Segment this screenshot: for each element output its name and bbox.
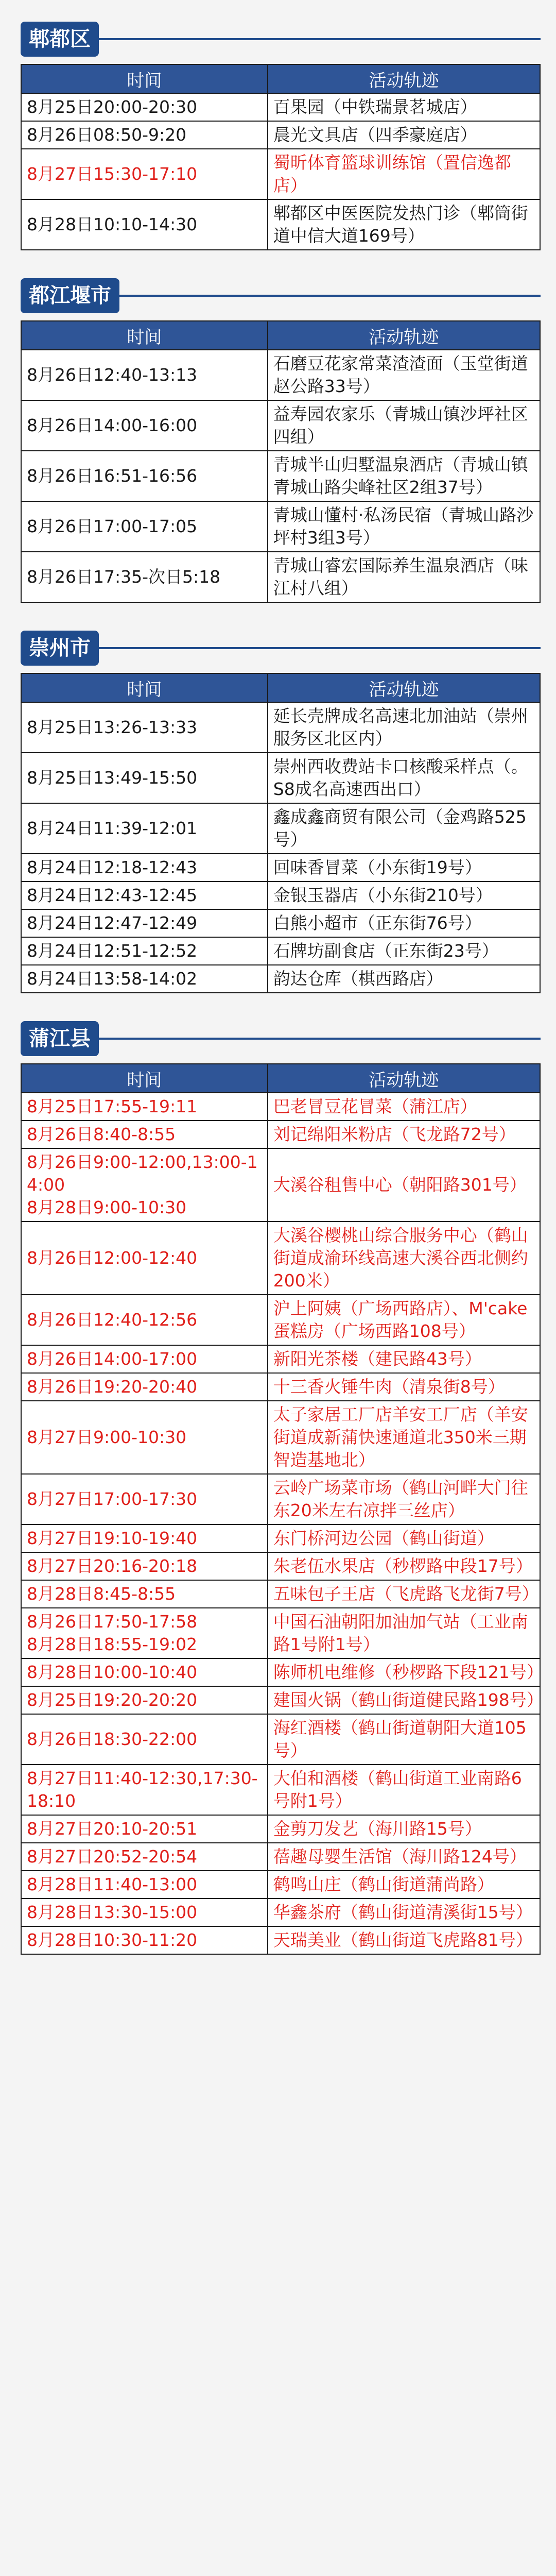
time-cell: 8月27日20:10-20:51	[21, 1815, 268, 1843]
table-row	[21, 552, 540, 602]
track-cell: 晨光文具店（四季豪庭店）	[268, 121, 540, 149]
time-cell: 8月28日11:40-13:00	[21, 1871, 268, 1899]
column-header-time: 时间	[21, 64, 268, 93]
table-row	[21, 1148, 540, 1222]
track-cell: 陈师机电维修（秒椤路下段121号）	[268, 1658, 540, 1686]
time-cell: 8月25日17:55-19:11	[21, 1093, 268, 1121]
time-cell: 8月28日10:00-10:40	[21, 1658, 268, 1686]
time-cell: 8月28日13:30-15:00	[21, 1899, 268, 1926]
time-cell: 8月24日12:47-12:49	[21, 909, 268, 937]
track-cell: 中国石油朝阳加油加气站（工业南路1号附1号）	[268, 1608, 540, 1658]
track-cell: 鑫成鑫商贸有限公司（金鸡路525号）	[268, 803, 540, 854]
table-row	[21, 803, 540, 854]
table-row	[21, 121, 540, 149]
table-row	[21, 1093, 540, 1121]
table-row	[21, 909, 540, 937]
track-cell: 十三香火锤牛肉（清泉街8号）	[268, 1373, 540, 1401]
time-cell: 8月25日13:26-13:33	[21, 702, 268, 753]
table-row	[21, 753, 540, 803]
track-cell: 蓓趣母婴生活馆（海川路124号）	[268, 1843, 540, 1871]
district-header	[21, 1020, 541, 1057]
track-cell: 青城山懂村·私汤民宿（青城山路沙坪村3组3号）	[268, 501, 540, 552]
table-row	[21, 1815, 540, 1843]
district-section	[21, 21, 541, 250]
table-row	[21, 854, 540, 882]
table-header-row	[21, 673, 540, 702]
track-cell: 韵达仓库（棋西路店）	[268, 965, 540, 993]
track-cell: 回味香冒菜（小东街19号）	[268, 854, 540, 882]
district-section	[21, 1020, 544, 1955]
track-cell: 大溪谷樱桃山综合服务中心（鹤山街道成渝环线高速大溪谷西北侧约200米）	[268, 1222, 540, 1295]
table-row	[21, 1871, 540, 1899]
table-row	[21, 1580, 540, 1608]
time-cell: 8月24日12:43-12:45	[21, 882, 268, 909]
table-row	[21, 965, 540, 993]
header-underline	[99, 647, 541, 649]
column-header-time: 时间	[21, 1064, 268, 1093]
track-cell: 益寿园农家乐（青城山镇沙坪社区四组）	[268, 400, 540, 451]
track-cell: 刘记绵阳米粉店（飞龙路72号）	[268, 1121, 540, 1148]
time-cell: 8月27日19:10-19:40	[21, 1524, 268, 1552]
track-cell: 五味包子王店（飞虎路飞龙街7号）	[268, 1580, 540, 1608]
track-cell: 青城半山归墅温泉酒店（青城山镇青城山路尖峰社区2组37号）	[268, 451, 540, 501]
time-cell: 8月27日11:40-12:30,17:30-18:10	[21, 1765, 268, 1815]
district-section	[21, 277, 541, 603]
time-cell: 8月28日10:30-11:20	[21, 1926, 268, 1954]
time-cell: 8月26日12:00-12:40	[21, 1222, 268, 1295]
track-cell: 百果园（中铁瑞景茗城店）	[268, 93, 540, 121]
track-table	[21, 673, 541, 993]
page-root	[0, 21, 556, 1955]
table-row	[21, 1926, 540, 1954]
track-cell: 金剪刀发艺（海川路15号）	[268, 1815, 540, 1843]
time-cell: 8月26日19:20-20:40	[21, 1373, 268, 1401]
track-cell: 蜀昕体育篮球训练馆（置信逸都店）	[268, 149, 540, 199]
district-title: 郫都区	[21, 22, 99, 57]
column-header-track: 活动轨迹	[268, 321, 540, 350]
table-row	[21, 1658, 540, 1686]
time-cell: 8月26日17:35-次日5:18	[21, 552, 268, 602]
track-cell: 云岭广场菜市场（鹤山河畔大门往东20米左右凉拌三丝店）	[268, 1474, 540, 1524]
track-cell: 华鑫茶府（鹤山街道清溪街15号）	[268, 1899, 540, 1926]
table-row	[21, 400, 540, 451]
table-header-row	[21, 64, 540, 93]
track-cell: 海红酒楼（鹤山街道朝阳大道105号）	[268, 1714, 540, 1765]
time-cell: 8月26日17:50-17:58 8月28日18:55-19:02	[21, 1608, 268, 1658]
time-cell: 8月24日12:18-12:43	[21, 854, 268, 882]
table-row	[21, 199, 540, 250]
header-underline	[99, 38, 541, 40]
time-cell: 8月26日18:30-22:00	[21, 1714, 268, 1765]
track-table	[21, 320, 541, 603]
table-row	[21, 1121, 540, 1148]
column-header-track: 活动轨迹	[268, 673, 540, 702]
track-cell: 天瑞美业（鹤山街道飞虎路81号）	[268, 1926, 540, 1954]
time-cell: 8月26日16:51-16:56	[21, 451, 268, 501]
column-header-track: 活动轨迹	[268, 1064, 540, 1093]
time-cell: 8月25日20:00-20:30	[21, 93, 268, 121]
track-cell: 巴老冒豆花冒菜（蒲江店）	[268, 1093, 540, 1121]
time-cell: 8月24日12:51-12:52	[21, 937, 268, 965]
column-header-time: 时间	[21, 673, 268, 702]
track-cell: 石牌坊副食店（正东街23号）	[268, 937, 540, 965]
time-cell: 8月25日19:20-20:20	[21, 1686, 268, 1714]
time-cell: 8月26日12:40-13:13	[21, 350, 268, 400]
table-row	[21, 1222, 540, 1295]
table-row	[21, 1373, 540, 1401]
table-row	[21, 1714, 540, 1765]
table-row	[21, 149, 540, 199]
table-row	[21, 1608, 540, 1658]
track-cell: 建国火锅（鹤山街道健民路198号）	[268, 1686, 540, 1714]
time-cell: 8月26日08:50-9:20	[21, 121, 268, 149]
table-row	[21, 1345, 540, 1373]
table-row	[21, 93, 540, 121]
time-cell: 8月26日14:00-17:00	[21, 1345, 268, 1373]
track-cell: 延长壳牌成名高速北加油站（崇州服务区北区内）	[268, 702, 540, 753]
track-table	[21, 64, 541, 250]
time-cell: 8月27日15:30-17:10	[21, 149, 268, 199]
time-cell: 8月26日14:00-16:00	[21, 400, 268, 451]
table-row	[21, 882, 540, 909]
district-header	[21, 277, 541, 314]
time-cell: 8月24日13:58-14:02	[21, 965, 268, 993]
track-table	[21, 1063, 544, 1955]
track-cell: 郫都区中医医院发热门诊（郫筒街道中信大道169号）	[268, 199, 540, 250]
district-header	[21, 21, 541, 58]
district-title: 崇州市	[21, 631, 99, 666]
table-row	[21, 1899, 540, 1926]
track-cell: 金银玉器店（小东街210号）	[268, 882, 540, 909]
track-cell: 大伯和酒楼（鹤山街道工业南路6号附1号）	[268, 1765, 540, 1815]
table-row	[21, 702, 540, 753]
time-cell: 8月27日20:16-20:18	[21, 1552, 268, 1580]
track-cell: 青城山睿宏国际养生温泉酒店（味江村八组）	[268, 552, 540, 602]
time-cell: 8月26日8:40-8:55	[21, 1121, 268, 1148]
district-title: 都江堰市	[21, 278, 119, 313]
time-cell: 8月28日10:10-14:30	[21, 199, 268, 250]
table-row	[21, 1765, 540, 1815]
column-header-time: 时间	[21, 321, 268, 350]
table-row	[21, 1552, 540, 1580]
track-cell: 沪上阿姨（广场西路店）、M'cake蛋糕房（广场西路108号）	[268, 1295, 540, 1345]
column-header-track: 活动轨迹	[268, 64, 540, 93]
time-cell: 8月26日9:00-12:00,13:00-14:00 8月28日9:00-10:30	[21, 1148, 268, 1222]
track-cell: 石磨豆花家常菜渣渣面（玉堂街道赵公路33号）	[268, 350, 540, 400]
time-cell: 8月26日12:40-12:56	[21, 1295, 268, 1345]
time-cell: 8月27日17:00-17:30	[21, 1474, 268, 1524]
track-cell: 朱老伍水果店（秒椤路中段17号）	[268, 1552, 540, 1580]
time-cell: 8月27日9:00-10:30	[21, 1401, 268, 1474]
track-cell: 崇州西收费站卡口核酸采样点（。S8成名高速西出口）	[268, 753, 540, 803]
table-row	[21, 1295, 540, 1345]
district-section	[21, 630, 541, 993]
table-row	[21, 350, 540, 400]
header-underline	[119, 295, 541, 297]
table-header-row	[21, 1064, 540, 1093]
table-row	[21, 937, 540, 965]
table-row	[21, 501, 540, 552]
table-header-row	[21, 321, 540, 350]
time-cell: 8月24日11:39-12:01	[21, 803, 268, 854]
track-cell: 大溪谷租售中心（朝阳路301号）	[268, 1148, 540, 1222]
table-row	[21, 1524, 540, 1552]
table-row	[21, 1401, 540, 1474]
track-cell: 白熊小超市（正东街76号）	[268, 909, 540, 937]
track-cell: 太子家居工厂店羊安工厂店（羊安街道成新蒲快速通道北350米三期智造基地北）	[268, 1401, 540, 1474]
table-row	[21, 1686, 540, 1714]
time-cell: 8月26日17:00-17:05	[21, 501, 268, 552]
track-cell: 新阳光茶楼（建民路43号）	[268, 1345, 540, 1373]
table-row	[21, 451, 540, 501]
table-row	[21, 1843, 540, 1871]
district-header	[21, 630, 541, 667]
time-cell: 8月28日8:45-8:55	[21, 1580, 268, 1608]
table-row	[21, 1474, 540, 1524]
header-underline	[99, 1038, 541, 1040]
time-cell: 8月25日13:49-15:50	[21, 753, 268, 803]
time-cell: 8月27日20:52-20:54	[21, 1843, 268, 1871]
district-title: 蒲江县	[21, 1021, 99, 1056]
track-cell: 鹤鸣山庄（鹤山街道蒲尚路）	[268, 1871, 540, 1899]
track-cell: 东门桥河边公园（鹤山街道）	[268, 1524, 540, 1552]
